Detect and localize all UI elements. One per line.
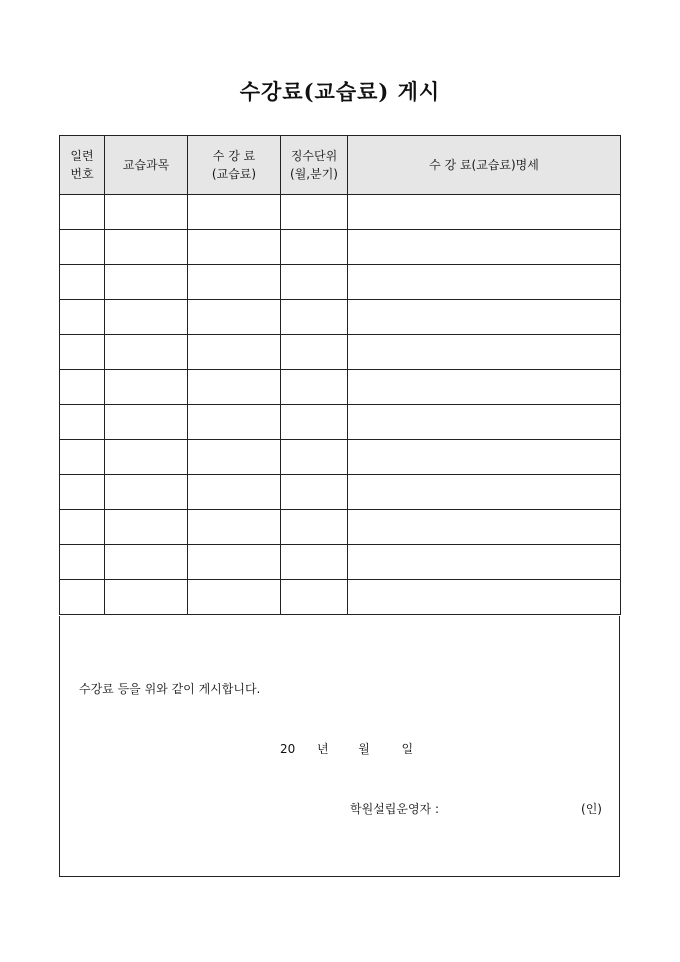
cell-fee[interactable]	[188, 335, 281, 370]
header-fee-line2: (교습료)	[211, 167, 257, 181]
cell-collection-unit[interactable]	[281, 370, 348, 405]
cell-fee-details[interactable]	[348, 300, 621, 335]
cell-fee-details[interactable]	[348, 580, 621, 615]
cell-serial-number[interactable]	[60, 510, 105, 545]
cell-fee-details[interactable]	[348, 265, 621, 300]
cell-serial-number[interactable]	[60, 300, 105, 335]
fee-table	[59, 135, 621, 615]
header-collection-unit-line2: (월,분기)	[290, 167, 338, 181]
cell-serial-number[interactable]	[60, 265, 105, 300]
table-row	[60, 370, 621, 405]
cell-collection-unit[interactable]	[281, 475, 348, 510]
cell-subject[interactable]	[105, 475, 188, 510]
date-year-label: 년	[316, 742, 329, 756]
cell-collection-unit[interactable]	[281, 265, 348, 300]
cell-collection-unit[interactable]	[281, 230, 348, 265]
cell-fee-details[interactable]	[348, 510, 621, 545]
cell-subject[interactable]	[105, 440, 188, 475]
cell-collection-unit[interactable]	[281, 195, 348, 230]
table-row	[60, 545, 621, 580]
cell-fee[interactable]	[188, 510, 281, 545]
header-serial-number	[60, 136, 105, 195]
table-row	[60, 195, 621, 230]
cell-collection-unit[interactable]	[281, 300, 348, 335]
cell-collection-unit[interactable]	[281, 405, 348, 440]
cell-subject[interactable]	[105, 230, 188, 265]
table-row	[60, 335, 621, 370]
cell-collection-unit[interactable]	[281, 335, 348, 370]
cell-subject[interactable]	[105, 265, 188, 300]
table-row	[60, 405, 621, 440]
document-title: 수강료(교습료) 게시	[239, 79, 441, 104]
cell-fee[interactable]	[188, 265, 281, 300]
cell-collection-unit[interactable]	[281, 580, 348, 615]
cell-subject[interactable]	[105, 195, 188, 230]
table-header-row	[60, 136, 621, 195]
cell-serial-number[interactable]	[60, 195, 105, 230]
header-subject-label: 교습과목	[122, 158, 170, 172]
cell-fee[interactable]	[188, 195, 281, 230]
cell-fee-details[interactable]	[348, 195, 621, 230]
cell-serial-number[interactable]	[60, 230, 105, 265]
cell-subject[interactable]	[105, 510, 188, 545]
cell-fee-details[interactable]	[348, 370, 621, 405]
date-year-prefix: 20	[280, 742, 296, 756]
cell-serial-number[interactable]	[60, 370, 105, 405]
footer-notice-box	[59, 616, 620, 877]
signer-label: 학원설립운영자 :	[350, 802, 440, 816]
table-row	[60, 475, 621, 510]
table-row	[60, 265, 621, 300]
cell-serial-number[interactable]	[60, 440, 105, 475]
header-collection-unit-line1: 징수단위	[290, 149, 338, 163]
cell-subject[interactable]	[105, 405, 188, 440]
header-collection-unit	[281, 136, 348, 195]
table-row	[60, 580, 621, 615]
table-row	[60, 230, 621, 265]
cell-fee[interactable]	[188, 370, 281, 405]
header-fee	[188, 136, 281, 195]
cell-subject[interactable]	[105, 580, 188, 615]
cell-fee-details[interactable]	[348, 440, 621, 475]
cell-collection-unit[interactable]	[281, 545, 348, 580]
header-serial-number-line2: 번호	[70, 167, 94, 181]
header-serial-number-line1: 일련	[70, 149, 94, 163]
cell-fee-details[interactable]	[348, 545, 621, 580]
header-fee-details	[348, 136, 621, 195]
cell-collection-unit[interactable]	[281, 510, 348, 545]
cell-subject[interactable]	[105, 545, 188, 580]
cell-subject[interactable]	[105, 335, 188, 370]
header-subject	[105, 136, 188, 195]
notice-statement: 수강료 등을 위와 같이 게시합니다.	[79, 682, 261, 696]
table-row	[60, 510, 621, 545]
cell-serial-number[interactable]	[60, 580, 105, 615]
cell-fee-details[interactable]	[348, 475, 621, 510]
date-line	[280, 740, 413, 757]
cell-fee-details[interactable]	[348, 230, 621, 265]
cell-subject[interactable]	[105, 370, 188, 405]
header-fee-details-label: 수 강 료(교습료)명세	[429, 158, 539, 172]
cell-fee-details[interactable]	[348, 405, 621, 440]
cell-serial-number[interactable]	[60, 335, 105, 370]
cell-fee-details[interactable]	[348, 335, 621, 370]
cell-fee[interactable]	[188, 475, 281, 510]
cell-subject[interactable]	[105, 300, 188, 335]
table-row	[60, 300, 621, 335]
table-row	[60, 440, 621, 475]
date-month-label: 월	[358, 742, 370, 756]
cell-fee[interactable]	[188, 545, 281, 580]
seal-label: (인)	[581, 802, 602, 816]
cell-serial-number[interactable]	[60, 545, 105, 580]
header-fee-line1: 수 강 료	[212, 149, 256, 163]
cell-fee[interactable]	[188, 300, 281, 335]
cell-fee[interactable]	[188, 440, 281, 475]
cell-serial-number[interactable]	[60, 475, 105, 510]
cell-fee[interactable]	[188, 230, 281, 265]
date-day-label: 일	[401, 742, 414, 756]
cell-collection-unit[interactable]	[281, 440, 348, 475]
cell-fee[interactable]	[188, 580, 281, 615]
cell-serial-number[interactable]	[60, 405, 105, 440]
cell-fee[interactable]	[188, 405, 281, 440]
